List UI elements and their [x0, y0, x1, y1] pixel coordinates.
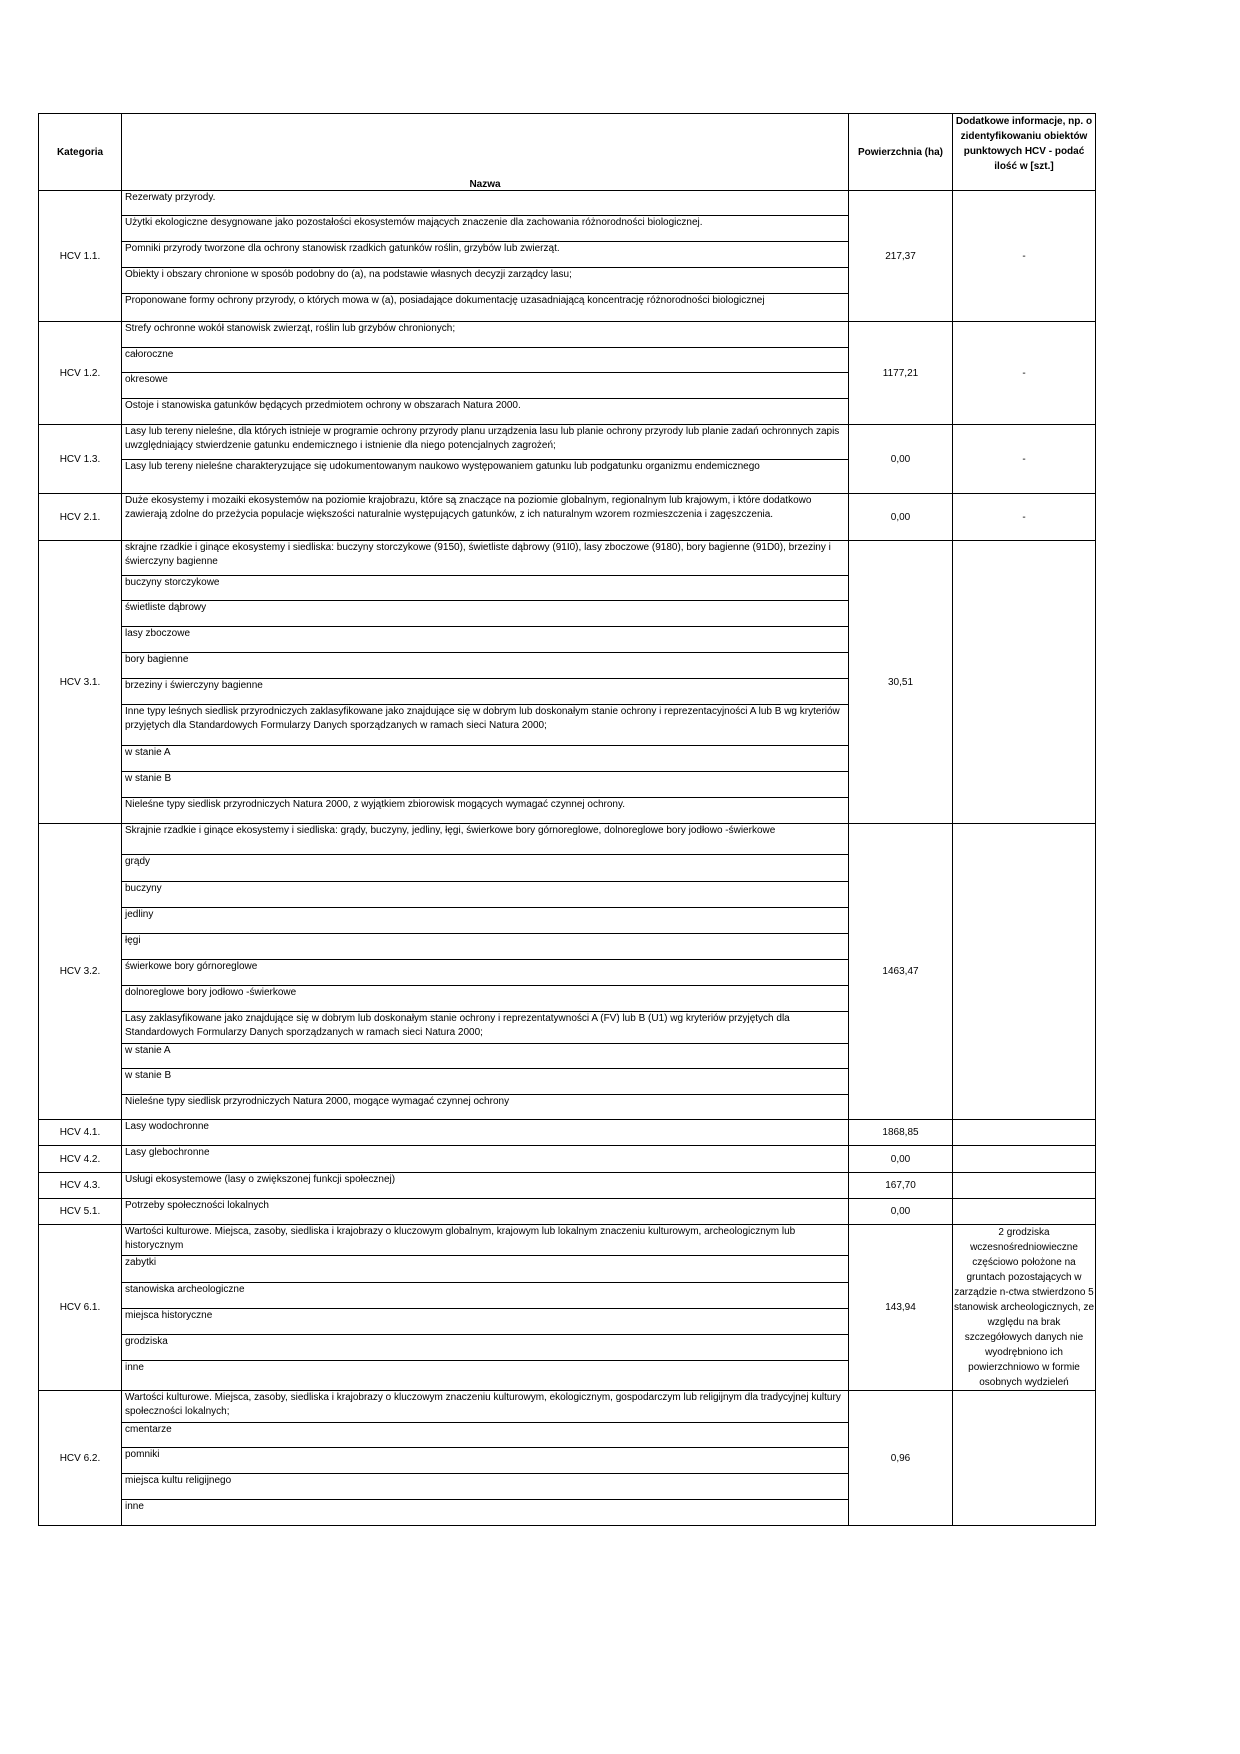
name-item: Ostoje i stanowiska gatunków będących przedmiotem ochrony w obszarach Natura 2000.	[125, 400, 521, 411]
name-item: Proponowane formy ochrony przyrody, o których mowa w (a), posiadające dokumentację uzasadniającą koncentrację różnorodności biologicznej	[125, 295, 765, 306]
category-cell: HCV 4.1.	[39, 1120, 122, 1146]
table-row	[39, 1391, 1096, 1526]
name-cell	[122, 1199, 849, 1225]
table-row	[39, 191, 1096, 322]
name-item: lasy zboczowe	[122, 627, 848, 653]
area-cell: 0,00	[849, 494, 953, 541]
info-cell	[953, 1120, 1096, 1146]
table-row	[39, 322, 1096, 425]
name-item: inne	[125, 1501, 144, 1512]
name-cell	[122, 1146, 849, 1173]
category-cell: HCV 3.2.	[39, 824, 122, 1120]
name-item: w stanie B	[122, 772, 848, 798]
name-item: Skrajnie rzadkie i ginące ekosystemy i siedliska: grądy, buczyny, jedliny, łęgi, świerkowe bory górnoreglowe, dolnoreglowe bory jodłowo -świerkowe	[122, 824, 848, 855]
name-item: jedliny	[122, 908, 848, 934]
name-item: buczyny	[122, 882, 848, 908]
name-item: Duże ekosystemy i mozaiki ekosystemów na poziomie krajobrazu, które są znaczące na poziomie globalnym, regionalnym lub krajowym, i które dodatkowo zawierają zdolne do przeżycia populacje większości naturalnie występujących gatunków, z ich naturalnym wzorem rozmieszczenia i zagęszczenia.	[125, 495, 812, 520]
hcv-table	[38, 113, 1096, 1526]
name-item: brzeziny i świerczyny bagienne	[122, 679, 848, 705]
category-cell: HCV 4.3.	[39, 1173, 122, 1199]
category-cell: HCV 3.1.	[39, 541, 122, 824]
name-item: Inne typy leśnych siedlisk przyrodniczych zaklasyfikowane jako znajdujące się w dobrym lub doskonałym stanie ochrony i reprezentacyjności A lub B wg kryteriów przyjętych dla Standardowych Formularzy Danych sporządzanych w ramach sieci Natura 2000;	[122, 705, 848, 746]
info-cell: -	[953, 322, 1096, 425]
info-cell: -	[953, 494, 1096, 541]
name-cell	[122, 1173, 849, 1199]
name-item: Strefy ochronne wokół stanowisk zwierząt, roślin lub grzybów chronionych;	[122, 322, 848, 348]
name-cell	[122, 322, 849, 425]
name-item: w stanie B	[122, 1069, 848, 1095]
area-cell: 0,96	[849, 1391, 953, 1526]
name-item: Lasy lub tereny nieleśne, dla których istnieje w programie ochrony przyrody planu urządzenia lasu lub planie ochrony przyrody lub planie zadań ochronnych zapis uwzględniający stwierdzenie gatunku endemicznego i istnienie dla niego potencjalnych zagrożeń;	[122, 425, 848, 460]
area-cell: 0,00	[849, 425, 953, 494]
name-item: inne	[125, 1362, 144, 1373]
info-cell	[953, 1173, 1096, 1199]
category-cell: HCV 1.3.	[39, 425, 122, 494]
category-cell: HCV 4.2.	[39, 1146, 122, 1173]
category-cell: HCV 5.1.	[39, 1199, 122, 1225]
table-row	[39, 494, 1096, 541]
header-row	[39, 114, 1096, 191]
table-row	[39, 1225, 1096, 1391]
category-cell: HCV 6.1.	[39, 1225, 122, 1391]
name-item: świetliste dąbrowy	[122, 601, 848, 627]
name-cell	[122, 425, 849, 494]
area-cell: 1868,85	[849, 1120, 953, 1146]
name-item: miejsca historyczne	[122, 1309, 848, 1335]
category-cell: HCV 2.1.	[39, 494, 122, 541]
area-cell: 1177,21	[849, 322, 953, 425]
name-item: świerkowe bory górnoreglowe	[122, 960, 848, 986]
info-cell	[953, 541, 1096, 824]
name-item: Obiekty i obszary chronione w sposób podobny do (a), na podstawie własnych decyzji zarządcy lasu;	[122, 268, 848, 294]
name-item: całoroczne	[122, 348, 848, 373]
header-name: Nazwa	[122, 114, 849, 191]
name-cell	[122, 494, 849, 541]
area-cell: 143,94	[849, 1225, 953, 1391]
name-item: cmentarze	[122, 1423, 848, 1448]
name-cell	[122, 191, 849, 322]
name-cell	[122, 1391, 849, 1526]
info-cell: -	[953, 425, 1096, 494]
name-item: miejsca kultu religijnego	[122, 1474, 848, 1500]
table-row	[39, 1199, 1096, 1225]
info-cell	[953, 824, 1096, 1120]
header-category: Kategoria	[39, 114, 122, 191]
name-item: Pomniki przyrody tworzone dla ochrony stanowisk rzadkich gatunków roślin, grzybów lub zwierząt.	[122, 242, 848, 268]
table-row	[39, 541, 1096, 824]
header-area: Powierzchnia (ha)	[849, 114, 953, 191]
info-cell	[953, 1391, 1096, 1526]
name-item: w stanie A	[122, 746, 848, 772]
name-item: Lasy glebochronne	[125, 1147, 210, 1158]
name-item: grądy	[122, 855, 848, 882]
name-item: zabytki	[122, 1256, 848, 1283]
name-item: stanowiska archeologiczne	[122, 1283, 848, 1309]
info-cell	[953, 1199, 1096, 1225]
table-row	[39, 1120, 1096, 1146]
name-item: bory bagienne	[122, 653, 848, 679]
table-row	[39, 824, 1096, 1120]
name-cell	[122, 1120, 849, 1146]
name-item: dolnoreglowe bory jodłowo -świerkowe	[122, 986, 848, 1012]
name-item: Nieleśne typy siedlisk przyrodniczych Natura 2000, z wyjątkiem zbiorowisk mogących wymagać czynnej ochrony.	[125, 799, 626, 810]
name-cell	[122, 541, 849, 824]
name-item: okresowe	[122, 373, 848, 399]
info-cell	[953, 1146, 1096, 1173]
name-item: Rezerwaty przyrody.	[122, 191, 848, 216]
info-cell: -	[953, 191, 1096, 322]
category-cell: HCV 6.2.	[39, 1391, 122, 1526]
area-cell: 0,00	[849, 1146, 953, 1173]
name-item: Nieleśne typy siedlisk przyrodniczych Natura 2000, mogące wymagać czynnej ochrony	[125, 1096, 510, 1107]
area-cell: 30,51	[849, 541, 953, 824]
table-row	[39, 1173, 1096, 1199]
table-row	[39, 1146, 1096, 1173]
name-item: pomniki	[122, 1448, 848, 1474]
name-item: Usługi ekosystemowe (lasy o zwiększonej funkcji społecznej)	[125, 1174, 396, 1185]
name-item: w stanie A	[122, 1044, 848, 1069]
name-item: grodziska	[122, 1335, 848, 1361]
header-info: Dodatkowe informacje, np. o zidentyfikowaniu obiektów punktowych HCV - podać ilość w [szt.]	[953, 114, 1096, 191]
area-cell: 1463,47	[849, 824, 953, 1120]
name-item: Lasy zaklasyfikowane jako znajdujące się w dobrym lub doskonałym stanie ochrony i reprezentatywności A (FV) lub B (U1) wg kryteriów przyjętych dla Standardowych Formularzy Danych sporządzanych w ramach sieci Natura 2000;	[122, 1012, 848, 1044]
name-item: łęgi	[122, 934, 848, 960]
name-item: Lasy lub tereny nieleśne charakteryzujące się udokumentowanym naukowo występowaniem gatunku lub podgatunku organizmu endemicznego	[125, 461, 760, 472]
name-item: buczyny storczykowe	[122, 576, 848, 601]
table-body	[39, 191, 1096, 1526]
name-item: Wartości kulturowe. Miejsca, zasoby, siedliska i krajobrazy o kluczowym globalnym, krajowym lub lokalnym znaczeniu kulturowym, archeologicznym lub historycznym	[122, 1225, 848, 1256]
name-cell	[122, 824, 849, 1120]
name-item: Użytki ekologiczne desygnowane jako pozostałości ekosystemów mających znaczenie dla zachowania różnorodności biologicznej.	[122, 216, 848, 242]
name-item: Lasy wodochronne	[125, 1121, 209, 1132]
name-cell	[122, 1225, 849, 1391]
category-cell: HCV 1.2.	[39, 322, 122, 425]
name-item: Wartości kulturowe. Miejsca, zasoby, siedliska i krajobrazy o kluczowym znaczeniu kulturowym, ekologicznym, gospodarczym lub religijnym dla tradycyjnej kultury społeczności lokalnych;	[122, 1391, 848, 1423]
name-item: Potrzeby społeczności lokalnych	[125, 1200, 269, 1211]
category-cell: HCV 1.1.	[39, 191, 122, 322]
area-cell: 0,00	[849, 1199, 953, 1225]
area-cell: 217,37	[849, 191, 953, 322]
info-cell: 2 grodziska wczesnośredniowieczne częściowo położone na gruntach pozostających w zarządzie n-ctwa stwierdzono 5 stanowisk archeologicznych, ze względu na brak szczegółowych danych nie wyodrębniono ich powierzchniowo w formie osobnych wydzieleń	[953, 1225, 1096, 1391]
area-cell: 167,70	[849, 1173, 953, 1199]
table-row	[39, 425, 1096, 494]
name-item: skrajne rzadkie i ginące ekosystemy i siedliska: buczyny storczykowe (9150), świetliste dąbrowy (91I0), lasy zboczowe (9180), bory bagienne (91D0), brzeziny i świerczyny bagienne	[122, 541, 848, 576]
